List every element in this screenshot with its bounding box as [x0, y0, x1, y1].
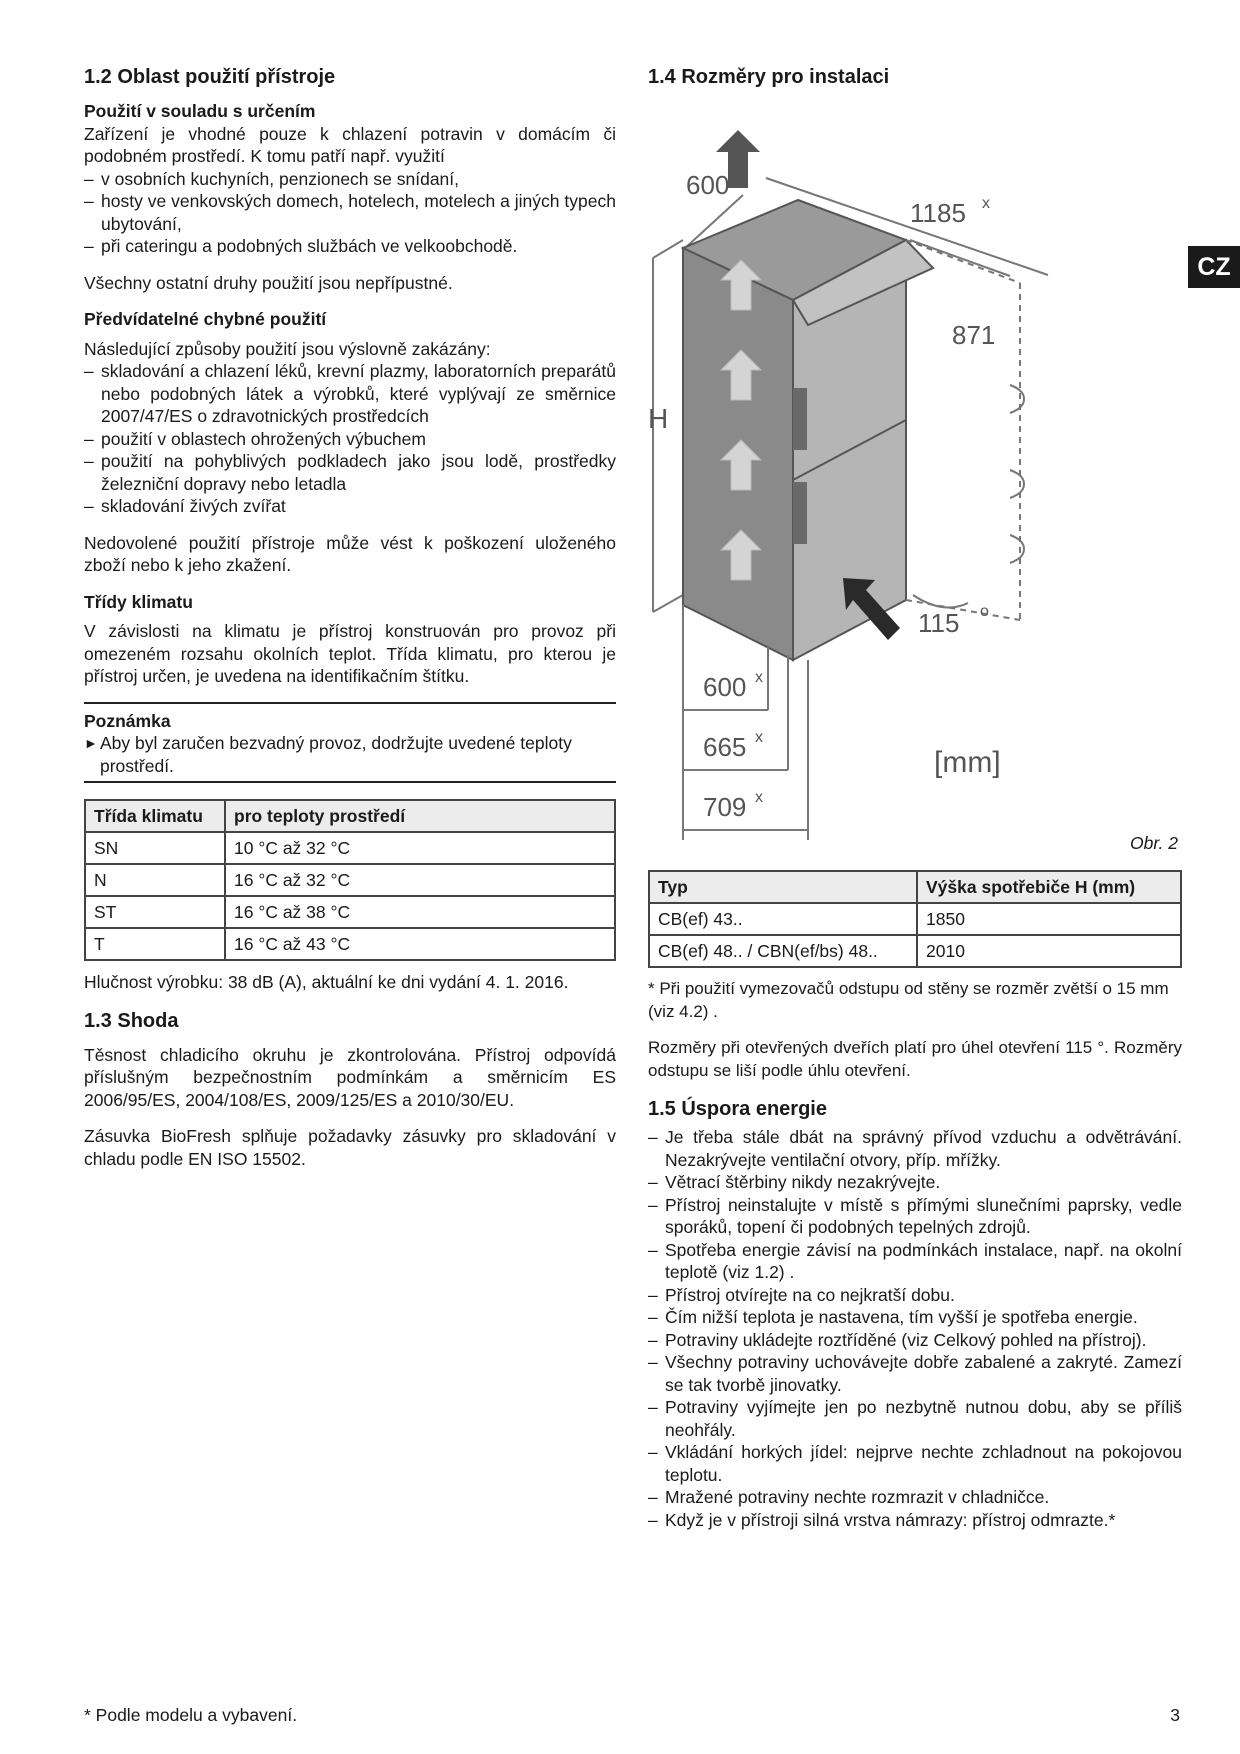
table-row	[85, 896, 615, 928]
svg-text:x: x	[755, 729, 763, 746]
biofresh-text: Zásuvka BioFresh splňuje požadavky zásuvky pro skladování v chladu podle EN ISO 15502.	[84, 1126, 616, 1169]
list-item: – Spotřeba energie závisí na podmínkách instalace, např. na okolní teplotě (viz 1.2) .	[648, 1239, 1182, 1284]
page-number: 3	[1170, 1705, 1180, 1725]
language-tab-cz: CZ	[1188, 246, 1240, 288]
table-cell: 1850	[917, 903, 1181, 935]
dim-label-709: 709	[703, 792, 747, 822]
conformity-text: Těsnost chladicího okruhu je zkontrolována. Přístroj odpovídá příslušným bezpečnostním podmínkám a směrnicím ES 2006/95/ES, 2004/108/ES, 2009/125/ES a 2010/30/EU.	[84, 1044, 616, 1110]
left-column	[84, 64, 616, 1184]
note-box	[84, 702, 616, 784]
table-row	[649, 903, 1181, 935]
list-item: – použití v oblastech ohrožených výbuchem	[84, 428, 616, 451]
table-row	[85, 864, 615, 896]
list-item: – Je třeba stále dbát na správný přívod vzduchu a odvětrávání. Nezakrývejte ventilační otvory, příp. mřížky.	[648, 1126, 1182, 1171]
table-header: pro teploty prostředí	[225, 800, 615, 832]
list-item: – Když je v přístroji silná vrstva námrazy: přístroj odmrazte.*	[648, 1509, 1182, 1532]
section-1-3-heading: 1.3 Shoda	[84, 1009, 179, 1032]
table-cell: CB(ef) 48.. / CBN(ef/bs) 48..	[649, 935, 917, 967]
svg-text:x: x	[982, 195, 990, 212]
section-1-2-heading: 1.2 Oblast použití přístroje	[84, 66, 336, 88]
climate-classes-text: V závislosti na klimatu je přístroj konstruován pro provoz při omezeném rozsahu okolních teplot. Třída klimatu, pro kterou je přístroj určen, je uvedena na identifikačním štítku.	[84, 621, 616, 686]
intended-use-heading: Použití v souladu s určením	[84, 101, 316, 121]
intended-use-text: Zařízení je vhodné pouze k chlazení potravin v domácím či podobném prostředí. K tomu patří např. využití	[84, 123, 616, 166]
table-cell: T	[85, 928, 225, 960]
figure-caption: Obr. 2	[1130, 833, 1178, 853]
energy-saving-list	[648, 1126, 1182, 1531]
noise-text: Hlučnost výrobku: 38 dB (A), aktuální ke dni vydání 4. 1. 2016.	[84, 972, 569, 992]
table-cell: 10 °C až 32 °C	[225, 832, 615, 864]
right-column	[648, 64, 1182, 1545]
table-header: Typ	[649, 871, 917, 903]
footer-note: * Podle modelu a vybavení.	[84, 1705, 298, 1725]
handle-icon	[793, 482, 807, 544]
table-header: Výška spotřebiče H (mm)	[917, 871, 1181, 903]
spacer-note: * Při použití vymezovačů odstupu od stěny se rozměr zvětší o 15 mm (viz 4.2) .	[648, 979, 1169, 1021]
svg-text:x: x	[755, 669, 763, 686]
list-item: – použití na pohyblivých podkladech jako jsou lodě, prostředky železniční dopravy nebo letadla	[84, 450, 616, 495]
table-header: Třída klimatu	[85, 800, 225, 832]
table-row	[85, 832, 615, 864]
handle-icon	[793, 388, 807, 450]
list-item: – hosty ve venkovských domech, hotelech, motelech a jiných typech ubytování,	[84, 190, 616, 235]
list-item: – Potraviny vyjímejte jen po nezbytně nutnou dobu, aby se příliš neohřály.	[648, 1396, 1182, 1441]
note-title: Poznámka	[84, 710, 171, 731]
misuse-list	[84, 360, 616, 518]
misuse-intro: Následující způsoby použití jsou výslovně zakázány:	[84, 338, 491, 359]
unit-label: [mm]	[934, 746, 1001, 779]
table-cell: N	[85, 864, 225, 896]
section-1-5-heading: 1.5 Úspora energie	[648, 1098, 827, 1120]
door-angle-note: Rozměry při otevřených dveřích platí pro úhel otevření 115 °. Rozměry odstupu se liší podle úhlu otevření.	[648, 1038, 1182, 1080]
misuse-heading: Předvídatelné chybné použití	[84, 309, 327, 329]
table-cell: 16 °C až 32 °C	[225, 864, 615, 896]
dim-label-h: H	[648, 403, 669, 434]
climate-classes-heading: Třídy klimatu	[84, 591, 193, 612]
table-cell: ST	[85, 896, 225, 928]
table-cell: 2010	[917, 935, 1181, 967]
dim-label-600-top: 600	[686, 170, 730, 200]
climate-table	[84, 799, 616, 961]
table-cell: 16 °C až 38 °C	[225, 896, 615, 928]
installation-dimensions-figure	[648, 100, 1182, 853]
list-item: – Přístroj otvírejte na co nejkratší dobu.	[648, 1284, 1182, 1307]
svg-text:x: x	[755, 789, 763, 806]
dim-label-1185: 1185	[910, 198, 966, 228]
dim-label-600: 600	[703, 672, 747, 702]
section-1-4-heading: 1.4 Rozměry pro instalaci	[648, 66, 890, 88]
other-use-text: Všechny ostatní druhy použití jsou nepřípustné.	[84, 272, 453, 293]
table-cell: CB(ef) 43..	[649, 903, 917, 935]
list-item: – Vkládání horkých jídel: nejprve nechte zchladnout na pokojovou teplotu.	[648, 1441, 1182, 1486]
table-cell: 16 °C až 43 °C	[225, 928, 615, 960]
list-item: – Přístroj neinstalujte v místě s přímými slunečními paprsky, vedle sporáků, topení či podobných tepelných zdrojů.	[648, 1194, 1182, 1239]
dim-label-665: 665	[703, 732, 747, 762]
list-item: – Mražené potraviny nechte rozmrazit v chladničce.	[648, 1486, 1182, 1509]
svg-text:o: o	[980, 603, 989, 620]
note-text: Aby byl zaručen bezvadný provoz, dodržujte uvedené teploty prostředí.	[100, 733, 572, 776]
table-row	[649, 935, 1181, 967]
list-item: – Potraviny ukládejte roztříděné (viz Celkový pohled na přístroj).	[648, 1329, 1182, 1352]
triangle-right-icon: ►	[84, 735, 98, 751]
height-table	[648, 870, 1182, 968]
list-item: – skladování živých zvířat	[84, 495, 616, 518]
table-cell: SN	[85, 832, 225, 864]
list-item: – skladování a chlazení léků, krevní plazmy, laboratorních preparátů nebo podobných látek a výrobků, které vyplývají ze směrnice 2007/47/ES o zdravotnických prostředcích	[84, 360, 616, 428]
list-item: – Větrací štěrbiny nikdy nezakrývejte.	[648, 1171, 1182, 1194]
dim-label-871: 871	[952, 320, 996, 350]
list-item: – Čím nižší teplota je nastavena, tím vyšší je spotřeba energie.	[648, 1306, 1182, 1329]
dim-label-115: 115	[918, 608, 960, 638]
list-item: – při cateringu a podobných službách ve velkoobchodě.	[84, 235, 616, 258]
misuse-consequence-text: Nedovolené použití přístroje může vést k poškození uloženého zboží nebo k jeho zkažení.	[84, 532, 616, 575]
fridge-dimension-drawing	[648, 100, 1182, 842]
intended-use-list	[84, 168, 616, 258]
list-item: – Všechny potraviny uchovávejte dobře zabalené a zakryté. Zamezí se tak tvorbě jinovatky.	[648, 1351, 1182, 1396]
list-item: – v osobních kuchyních, penzionech se snídaní,	[84, 168, 616, 191]
table-row	[85, 928, 615, 960]
